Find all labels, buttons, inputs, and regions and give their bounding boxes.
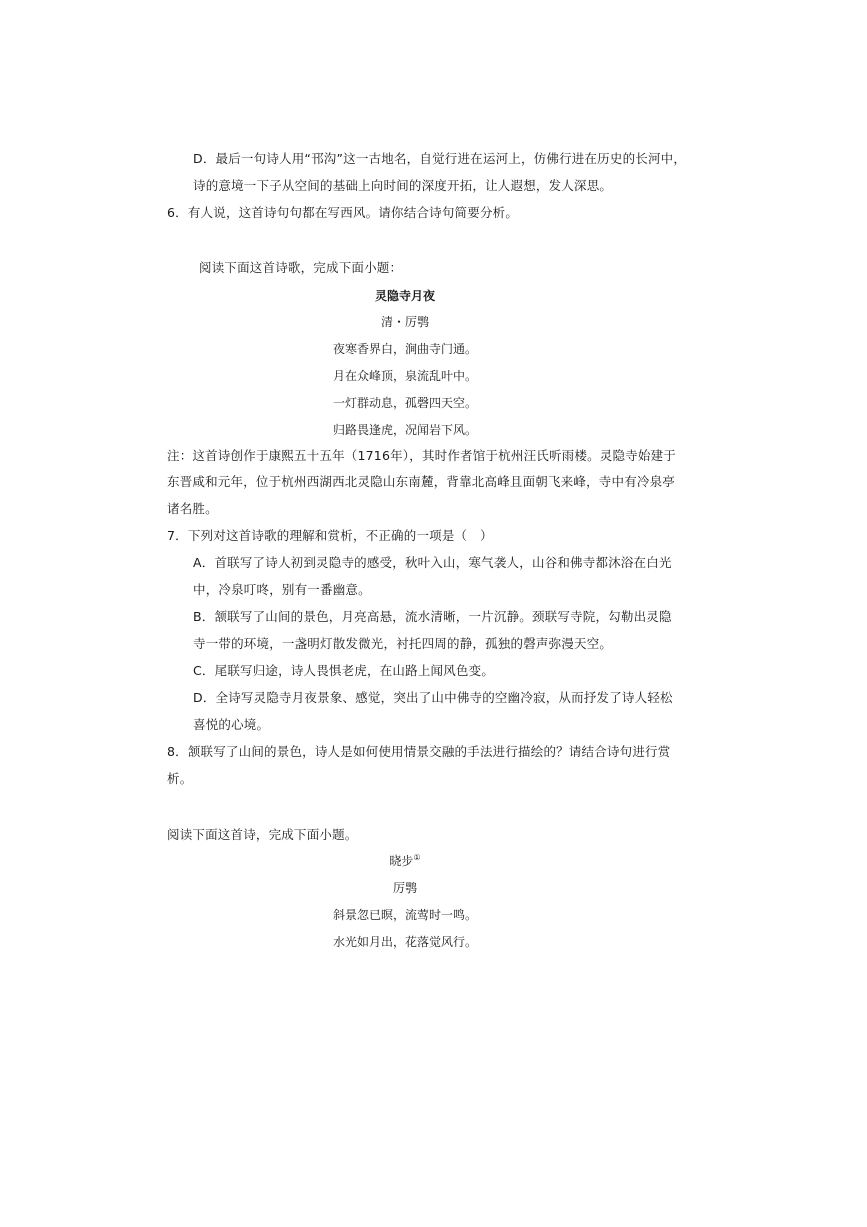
option-a-line-2: 中，冷泉叮咚，别有一番幽意。 bbox=[193, 582, 371, 597]
reading-intro-1: 阅读下面这首诗歌，完成下面小题： bbox=[199, 260, 403, 275]
option-b-line-2: 寺一带的环境，一盏明灯散发微光，衬托四周的静，孤独的磬声弥漫天空。 bbox=[193, 636, 613, 651]
option-d2-line-1: D．全诗写灵隐寺月夜景象、感觉，突出了山中佛寺的空幽冷寂，从而抒发了诗人轻松 bbox=[193, 690, 673, 705]
option-d-line-2: 诗的意境一下子从空间的基础上向时间的深度开拓，让人遐想，发人深思。 bbox=[193, 178, 613, 193]
question-8-line-1: 8．颔联写了山间的景色，诗人是如何使用情景交融的手法进行描绘的？请结合诗句进行赏 bbox=[167, 744, 671, 759]
reading-intro-2: 阅读下面这首诗，完成下面小题。 bbox=[167, 827, 358, 842]
poem-1-line-4: 归路畏逢虎，况闻岩下风。 bbox=[332, 423, 477, 437]
poem-2-line-2: 水光如月出，花落觉风行。 bbox=[332, 935, 477, 949]
poem-1-author: 清・厉鹗 bbox=[380, 315, 429, 329]
option-b-line-1: B．颔联写了山间的景色，月亮高悬，流水清晰，一片沉静。颈联写寺院，勾勒出灵隐 bbox=[193, 609, 672, 624]
option-c-line-1: C．尾联写归途，诗人畏惧老虎，在山路上闻风色变。 bbox=[193, 663, 495, 678]
poem-2-footnote-mark: ① bbox=[413, 853, 421, 862]
option-d2-line-2: 喜悦的心境。 bbox=[193, 717, 270, 732]
question-8-line-2: 析。 bbox=[167, 771, 193, 786]
option-a-line-1: A．首联写了诗人初到灵隐寺的感受，秋叶入山，寒气袭人，山谷和佛寺都沐浴在白光 bbox=[193, 555, 672, 570]
note-line-3: 诸名胜。 bbox=[167, 501, 218, 516]
poem-2-title bbox=[0, 852, 810, 870]
question-6: 6．有人说，这首诗句句都在写西风。请你结合诗句简要分析。 bbox=[167, 205, 519, 220]
poem-1-line-1: 夜寒香界白，涧曲寺门通。 bbox=[332, 342, 477, 356]
poem-1-title: 灵隐寺月夜 bbox=[374, 289, 435, 303]
note-line-2: 东晋咸和元年，位于杭州西湖西北灵隐山东南麓，背靠北高峰且面朝飞来峰，寺中有冷泉亭 bbox=[167, 474, 676, 489]
question-7: 7．下列对这首诗歌的理解和赏析，不正确的一项是（ ） bbox=[167, 528, 493, 543]
note-line-1: 注：这首诗创作于康熙五十五年（1716年），其时作者馆于杭州汪氏听雨楼。灵隐寺始建于 bbox=[167, 448, 676, 463]
poem-2-title-text: 晓步 bbox=[389, 854, 414, 868]
poem-1-line-3: 一灯群动息，孤磬四天空。 bbox=[332, 396, 477, 410]
option-d-line-1: D．最后一句诗人用“邗沟”这一古地名，自觉行进在运河上，仿佛行进在历史的长河中， bbox=[193, 151, 687, 166]
poem-2-line-1: 斜景忽已暝，流莺时一鸣。 bbox=[332, 908, 477, 922]
poem-1-line-2: 月在众峰顶，泉流乱叶中。 bbox=[332, 369, 477, 383]
poem-2-author: 厉鹗 bbox=[392, 881, 417, 895]
